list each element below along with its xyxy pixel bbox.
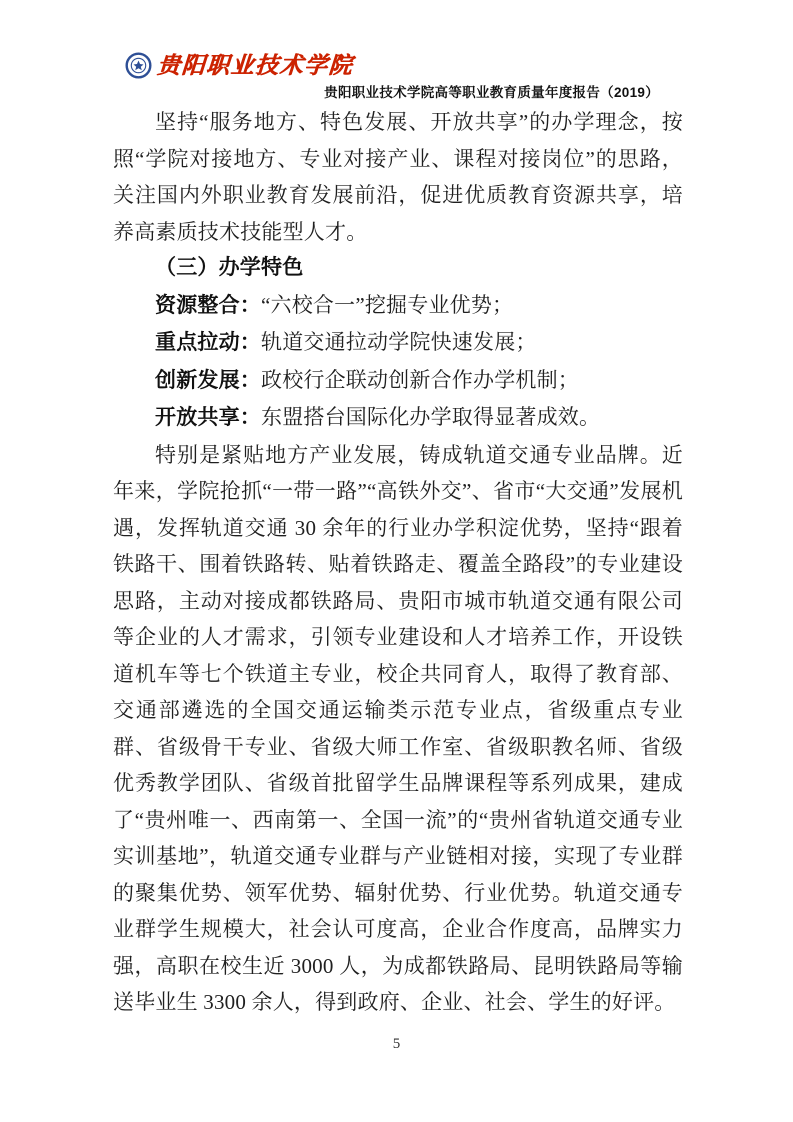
- page-header: [113, 50, 685, 102]
- feature-text: 轨道交通拉动学院快速发展；: [261, 330, 537, 354]
- feature-line-key-driver: [113, 324, 683, 362]
- feature-label: 重点拉动：: [155, 331, 261, 354]
- college-logo: [125, 52, 353, 79]
- document-body: [113, 104, 683, 1021]
- feature-text: “六校合一”挖掘专业优势；: [261, 292, 514, 317]
- feature-label: 开放共享：: [155, 406, 261, 429]
- college-logo-text: 贵阳职业技术学院: [156, 53, 354, 78]
- feature-line-open-sharing: [113, 399, 683, 437]
- feature-text: 东盟搭台国际化办学取得显著成效。: [261, 405, 601, 429]
- intro-paragraph: 坚持“服务地方、特色发展、开放共享”的办学理念，按照“学院对接地方、专业对接产业、课程对接岗位”的思路，关注国内外职业教育发展前沿，促进优质教育资源共享，培养高素质技术技能型人才。: [113, 110, 683, 244]
- main-paragraph: 特别是紧贴地方产业发展，铸成轨道交通专业品牌。近年来，学院抢抓“一带一路”“高铁外交”、省市“大交通”发展机遇，发挥轨道交通 30 余年的行业办学积淀优势，坚持“跟着铁路干、围着铁路转、贴着铁路走、覆盖全路段”的专业建设思路，主动对接成都铁路局、贵阳市城市轨道交通有限公司等企业的人才需求，引领专业建设和人才培养工作，开设铁道机车等七个铁道主专业，校企共同育人，取得了教育部、交通部遴选的全国交通运输类示范专业点，省级重点专业群、省级骨干专业、省级大师工作室、省级职教名师、省级优秀教学团队、省级首批留学生品牌课程等系列成果，建成了“贵州唯一、西南第一、全国一流”的“贵州省轨道交通专业实训基地”，轨道交通专业群与产业链相对接，实现了专业群的聚集优势、领军优势、辐射优势、行业优势。轨道交通专业群学生规模大，社会认可度高，企业合作度高，品牌实力强，高职在校生近 3000 人，为成都铁路局、昆明铁路局等输送毕业生 3300 余人，得到政府、企业、社会、学生的好评。: [113, 442, 683, 1014]
- feature-label: 资源整合：: [155, 293, 261, 317]
- feature-line-resource: [113, 287, 683, 325]
- page-number: 5: [392, 1036, 401, 1052]
- report-title: 贵阳职业技术学院高等职业教育质量年度报告（2019）: [324, 85, 659, 100]
- feature-line-innovation: [113, 362, 683, 400]
- feature-text: 政校行企联动创新合作办学机制；: [261, 367, 579, 392]
- feature-label: 创新发展：: [155, 368, 261, 392]
- college-seal-icon: [125, 52, 152, 79]
- section-heading: （三）办学特色: [155, 256, 304, 279]
